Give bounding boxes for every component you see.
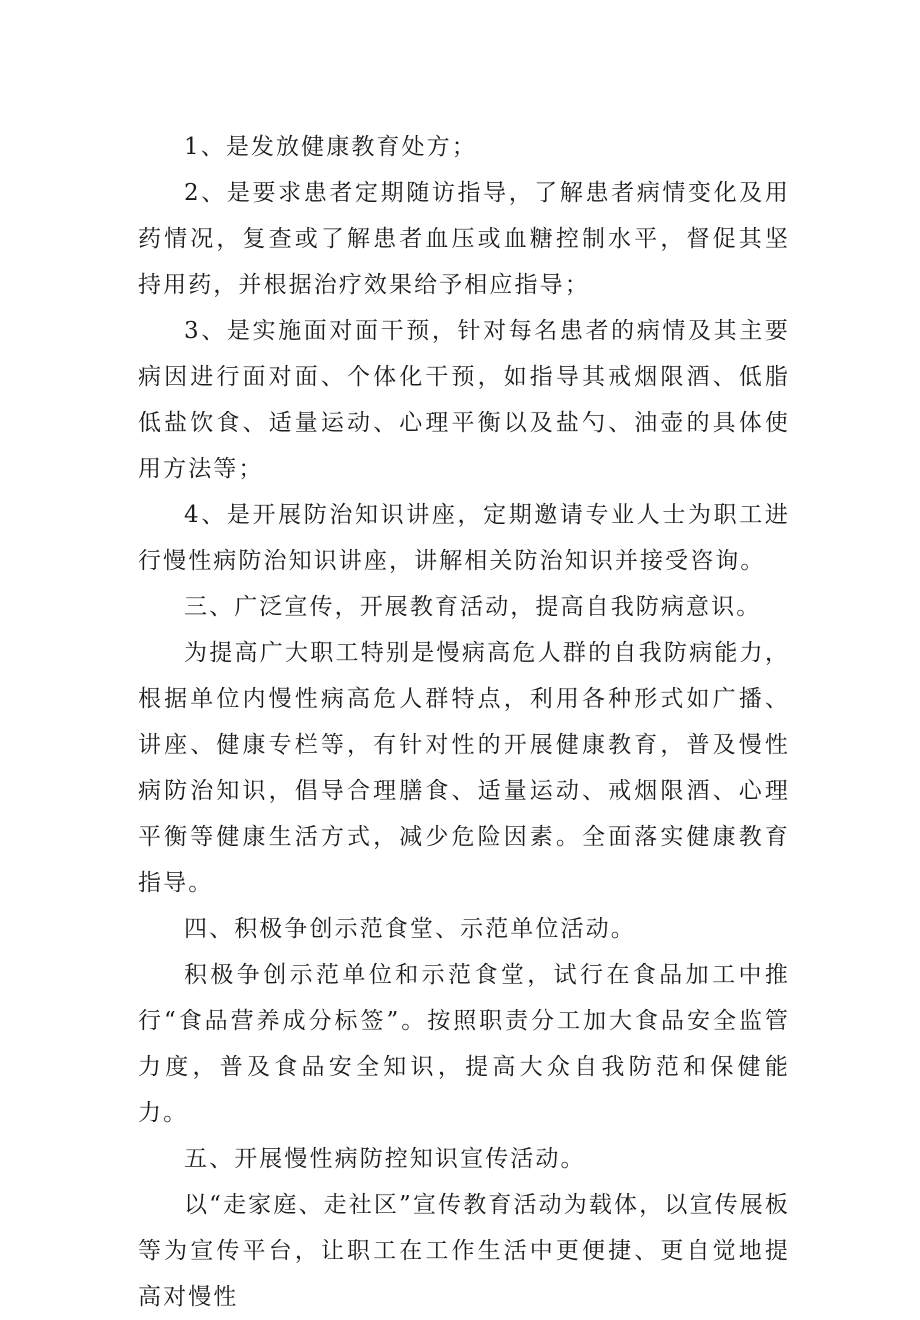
body-paragraph-3: 为提高广大职工特别是慢病高危人群的自我防病能力，根据单位内慢性病高危人群特点，利用各种形式如广播、讲座、健康专栏等，有针对性的开展健康教育，普及慢性病防治知识，倡导合理膳食、适量运动、戒烟限酒、心理平衡等健康生活方式，减少危险因素。全面落实健康教育指导。 — [138, 640, 790, 896]
body-paragraph-5: 以“走家庭、走社区”宣传教育活动为载体，以宣传展板等为宣传平台，让职工在工作生活中更便捷、更自觉地提高对慢性 — [138, 1192, 790, 1310]
list-item-4: 4、是开展防治知识讲座，定期邀请专业人士为职工进行慢性病防治知识讲座，讲解相关防治知识并接受咨询。 — [138, 502, 790, 574]
section-heading-5: 五、开展慢性病防控知识宣传活动。 — [184, 1146, 586, 1172]
list-item-2: 2、是要求患者定期随访指导，了解患者病情变化及用药情况，复查或了解患者血压或血糖控制水平，督促其坚持用药，并根据治疗效果给予相应指导； — [138, 180, 790, 298]
list-item-3: 3、是实施面对面干预，针对每名患者的病情及其主要病因进行面对面、个体化干预，如指导其戒烟限酒、低脂低盐饮食、适量运动、心理平衡以及盐勺、油壶的具体使用方法等； — [138, 318, 790, 482]
section-heading-4: 四、积极争创示范食堂、示范单位活动。 — [184, 916, 636, 942]
list-item-1: 1、是发放健康教育处方； — [184, 134, 477, 160]
section-heading-3: 三、广泛宣传，开展教育活动，提高自我防病意识。 — [184, 594, 762, 620]
document-body — [138, 124, 790, 1320]
body-paragraph-4: 积极争创示范单位和示范食堂，试行在食品加工中推行“食品营养成分标签”。按照职责分工加大食品安全监管力度，普及食品安全知识，提高大众自我防范和保健能力。 — [138, 962, 790, 1126]
